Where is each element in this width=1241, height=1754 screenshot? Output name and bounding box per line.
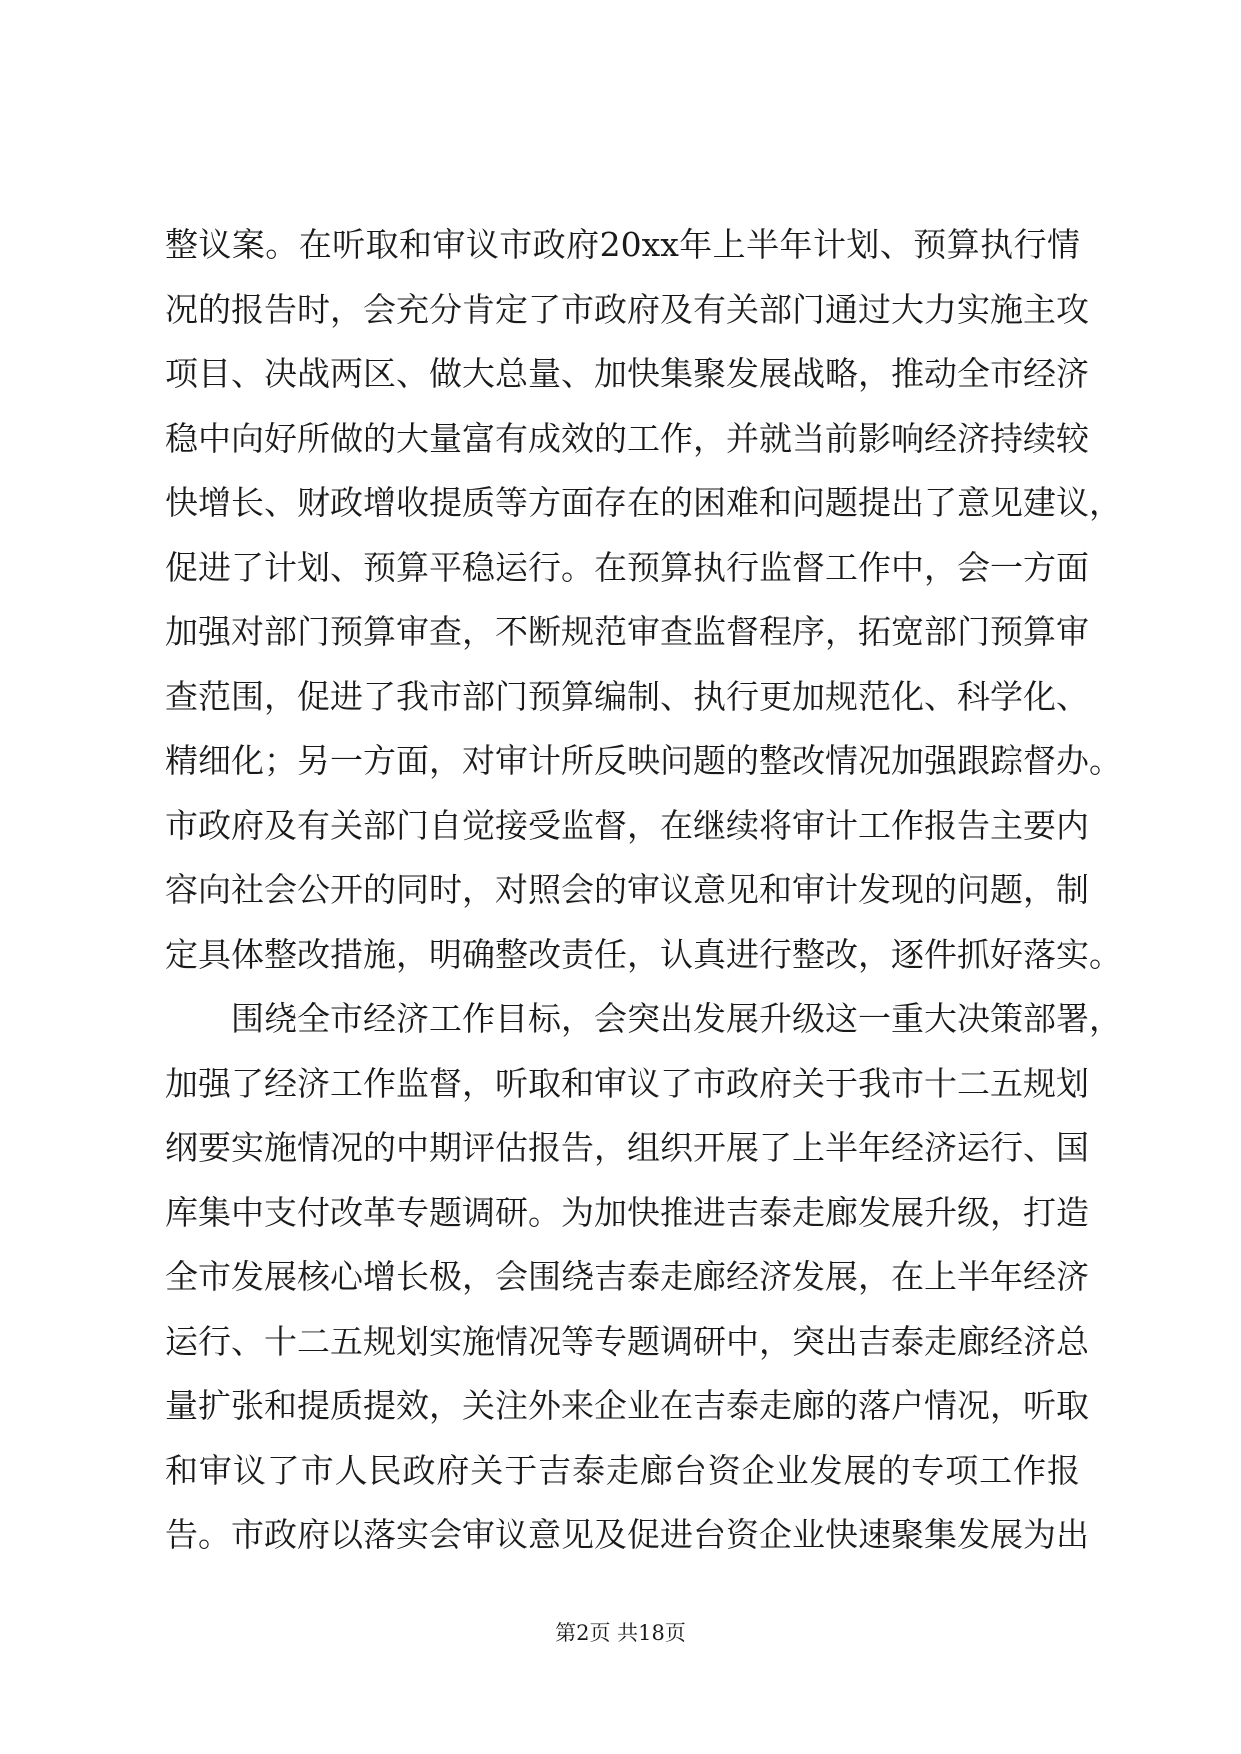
text-line-3: 项目、决战两区、做大总量、加快集聚发展战略，推动全市经济 (165, 354, 1089, 393)
text-line-10: 市政府及有关部门自觉接受监督，在继续将审计工作报告主要内 (165, 805, 1089, 845)
text-line-9: 精细化；另一方面，对审计所反映问题的整改情况加强跟踪督办。 (165, 741, 1122, 780)
text-line-19: 量扩张和提质提效，关注外来企业在吉泰走廊的落户情况，听取 (165, 1386, 1089, 1425)
text-line-2: 况的报告时，会充分肯定了市政府及有关部门通过大力实施主攻 (165, 289, 1089, 329)
document-body (165, 225, 1122, 1583)
text-line-6: 促进了计划、预算平稳运行。在预算执行监督工作中，会一方面 (165, 547, 1089, 587)
text-line-17: 全市发展核心增长极，会围绕吉泰走廊经济发展，在上半年经济 (165, 1257, 1089, 1296)
text-line-8: 查范围，促进了我市部门预算编制、执行更加规范化、科学化、 (165, 676, 1089, 716)
text-line-4: 稳中向好所做的大量富有成效的工作，并就当前影响经济持续较 (165, 418, 1089, 458)
text-line-11: 容向社会公开的同时，对照会的审议意见和审计发现的问题，制 (165, 870, 1089, 909)
page-number-footer: 第2页 共18页 (555, 1621, 686, 1645)
text-line-18: 运行、十二五规划实施情况等专题调研中，突出吉泰走廊经济总 (165, 1321, 1089, 1361)
text-line-21: 告。市政府以落实会审议意见及促进台资企业快速聚集发展为出 (165, 1515, 1089, 1554)
text-line-14: 加强了经济工作监督，听取和审议了市政府关于我市十二五规划 (165, 1063, 1089, 1103)
text-line-1: 整议案。在听取和审议市政府20xx年上半年计划、预算执行情 (165, 225, 1080, 264)
text-line-5: 快增长、财政增收提质等方面存在的困难和问题提出了意见建议， (165, 483, 1122, 522)
text-line-12: 定具体整改措施，明确整改责任，认真进行整改，逐件抓好落实。 (165, 934, 1122, 974)
text-line-20: 和审议了市人民政府关于吉泰走廊台资企业发展的专项工作报 (165, 1450, 1080, 1490)
text-line-16: 库集中支付改革专题调研。为加快推进吉泰走廊发展升级，打造 (165, 1192, 1089, 1232)
text-line-13: 围绕全市经济工作目标，会突出发展升级这一重大决策部署， (231, 999, 1122, 1038)
text-line-15: 纲要实施情况的中期评估报告，组织开展了上半年经济运行、国 (165, 1128, 1089, 1167)
text-line-7: 加强对部门预算审查，不断规范审查监督程序，拓宽部门预算审 (165, 612, 1089, 651)
